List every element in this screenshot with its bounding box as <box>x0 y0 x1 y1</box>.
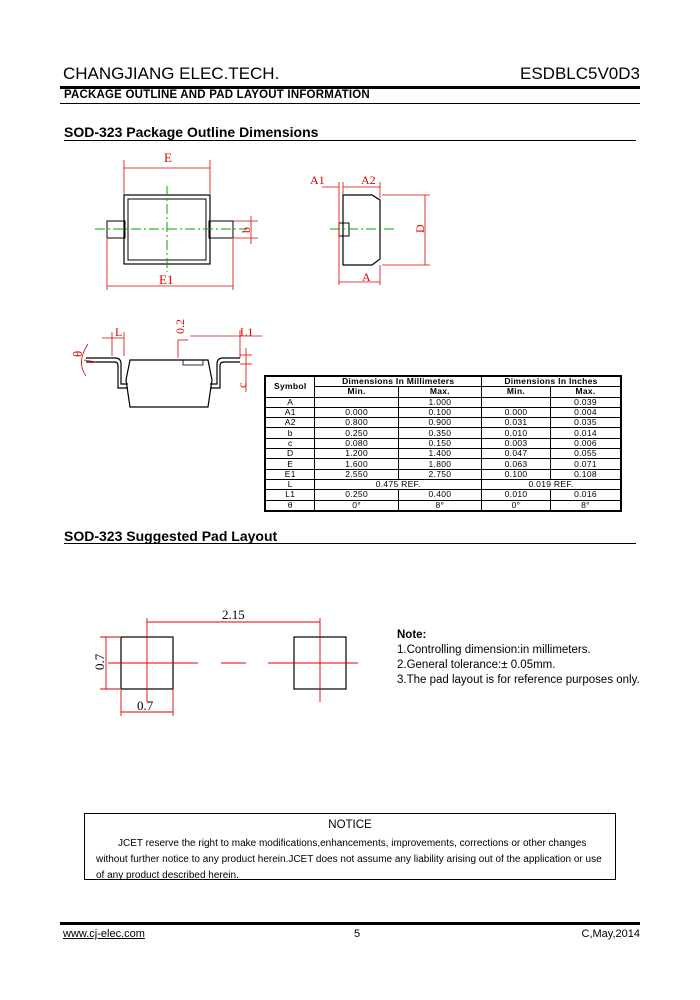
table-row: E1 2.550 2.750 0.100 0.108 <box>265 469 621 479</box>
label-b: b <box>239 227 253 233</box>
note-item: 2.General tolerance:± 0.05mm. <box>397 659 556 671</box>
table-row: E 1.600 1.800 0.063 0.071 <box>265 459 621 469</box>
dim-height: 0.7 <box>92 653 107 670</box>
inch-header: Dimensions In Inches <box>482 376 621 387</box>
footer-divider <box>60 922 640 925</box>
symbol-header: Symbol <box>265 376 315 397</box>
table-row: L1 0.250 0.400 0.010 0.016 <box>265 490 621 500</box>
label-E: E <box>164 150 172 165</box>
in-min-header: Min. <box>482 387 551 397</box>
table-row: A2 0.800 0.900 0.031 0.035 <box>265 418 621 428</box>
dim-width: 0.7 <box>137 698 154 713</box>
table-row: θ 0° 8° 0° 8° <box>265 500 621 511</box>
table-row: L 0.475 REF. 0.019 REF. <box>265 479 621 489</box>
label-A2: A2 <box>361 173 376 187</box>
outline-section-title: SOD-323 Package Outline Dimensions <box>64 124 319 140</box>
dim-span: 2.15 <box>222 607 245 622</box>
revision-date: C,May,2014 <box>581 928 640 940</box>
pad-section-title: SOD-323 Suggested Pad Layout <box>64 528 278 544</box>
label-E1: E1 <box>159 272 174 287</box>
table-row: b 0.250 0.350 0.010 0.014 <box>265 428 621 438</box>
note-block <box>397 628 640 688</box>
page-title: PACKAGE OUTLINE AND PAD LAYOUT INFORMATION <box>64 89 370 101</box>
front-view <box>86 358 240 407</box>
pad-layout-drawing <box>0 600 390 720</box>
notice-body: JCET reserve the right to make modifications,enhancements, improvements, corrections or other changes without further notice to any product herein.JCET does not assume any liability arising out of the application or use of any product described herein. <box>96 838 602 881</box>
label-L: L <box>115 325 123 339</box>
note-item: 3.The pad layout is for reference purposes only. <box>397 674 640 686</box>
mm-min-header: Min. <box>315 387 398 397</box>
section-divider <box>64 543 636 544</box>
label-theta: θ <box>70 350 85 357</box>
part-number: ESDBLC5V0D3 <box>519 64 640 83</box>
label-A1: A1 <box>310 173 325 187</box>
mm-header: Dimensions In Millimeters <box>315 376 482 387</box>
mm-max-header: Max. <box>398 387 481 397</box>
notice-title: NOTICE <box>328 819 372 831</box>
page-number: 5 <box>354 928 361 940</box>
label-c: c <box>235 382 249 388</box>
table-row: A1 0.000 0.100 0.000 0.004 <box>265 407 621 417</box>
dimension-table <box>264 375 622 512</box>
in-max-header: Max. <box>551 387 621 397</box>
company-name: CHANGJIANG ELEC.TECH. <box>63 64 280 83</box>
table-row: A 1.000 0.039 <box>265 397 621 407</box>
table-row: D 1.200 1.400 0.047 0.055 <box>265 449 621 459</box>
note-title: Note: <box>397 629 427 641</box>
label-D: D <box>413 224 427 233</box>
note-item: 1.Controlling dimension:in millimeters. <box>397 644 591 656</box>
website-link[interactable]: www.cj-elec.com <box>63 928 145 940</box>
table-row: c 0.080 0.150 0.003 0.006 <box>265 438 621 448</box>
label-gauge: 0.2 <box>173 319 187 334</box>
label-L1: L1 <box>240 325 254 339</box>
side-view <box>339 195 380 265</box>
label-A: A <box>362 270 371 284</box>
